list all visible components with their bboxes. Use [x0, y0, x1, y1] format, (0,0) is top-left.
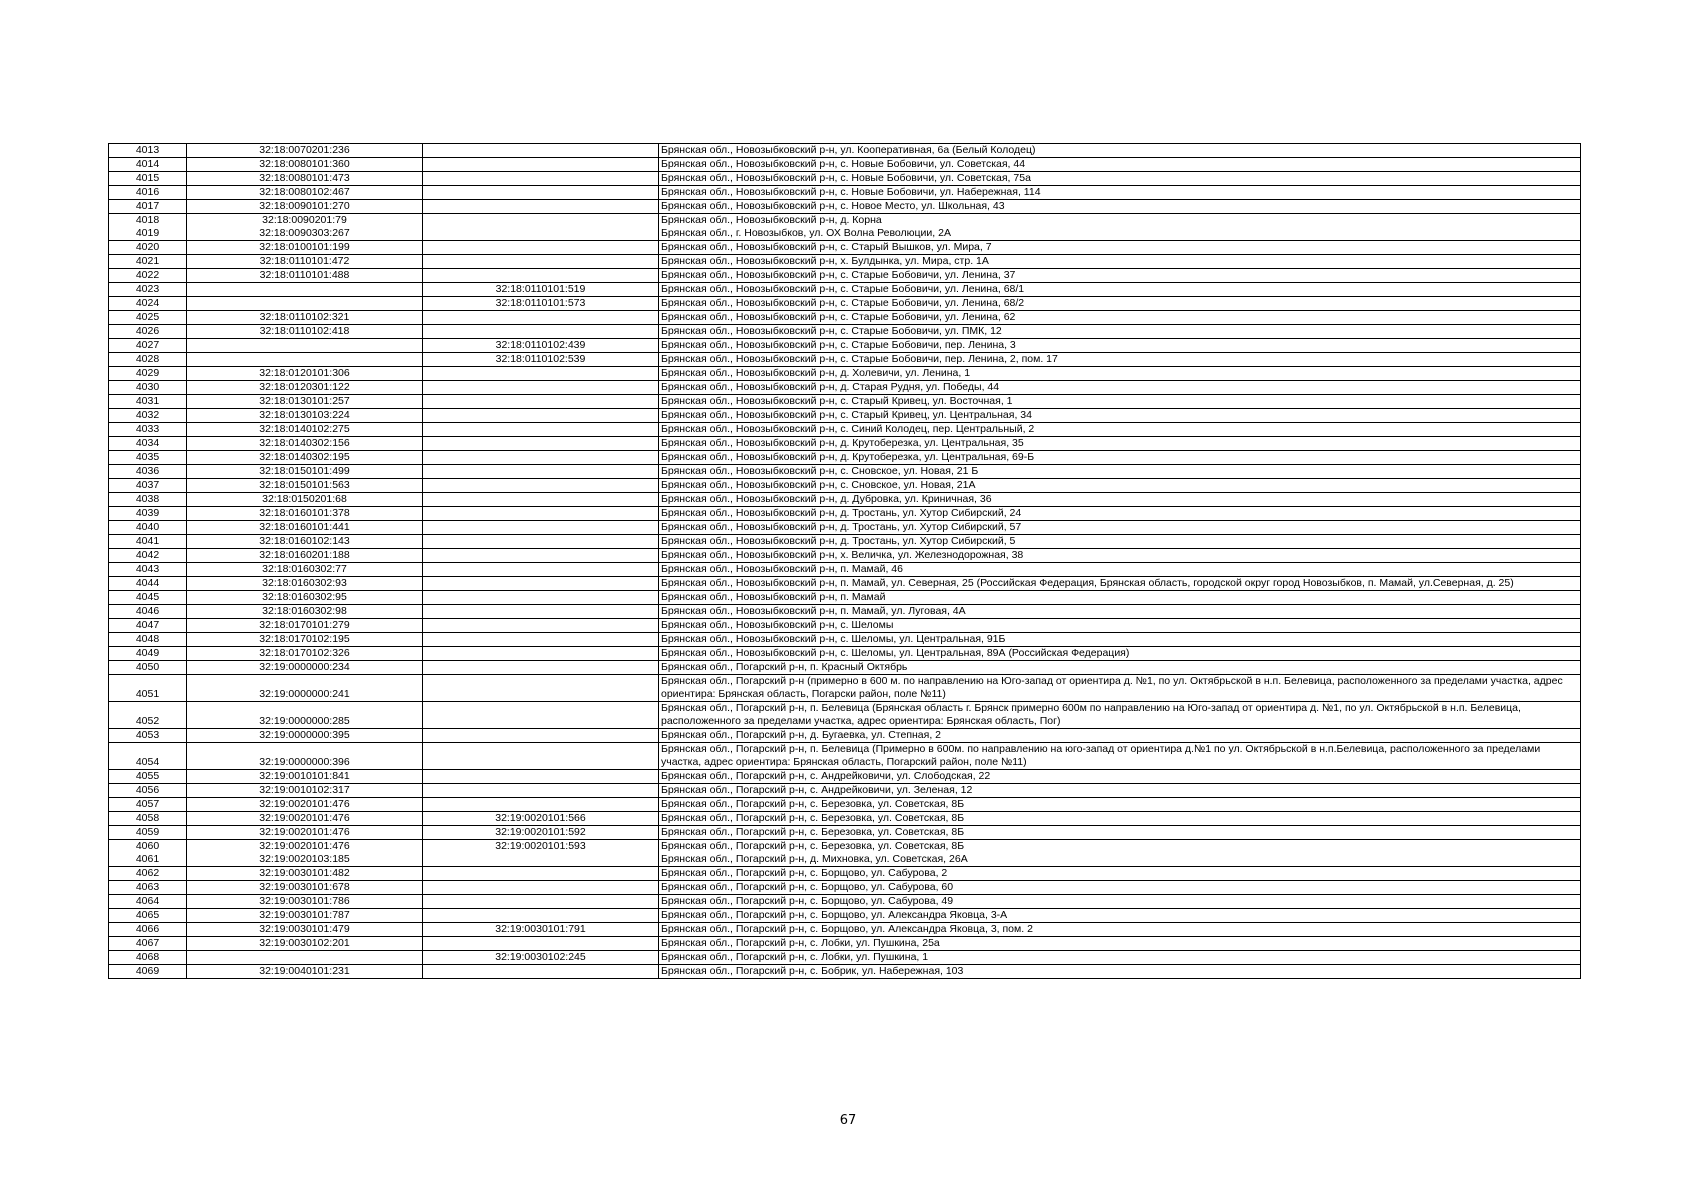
- cadastral-number-cell: 32:19:0030101:786: [187, 895, 423, 909]
- cadastral-number-secondary-cell: [423, 158, 659, 172]
- cadastral-number-secondary-cell: [423, 965, 659, 979]
- row-number-cell: 4014: [109, 158, 187, 172]
- address-cell: Брянская обл., Погарский р-н, с. Бобрик, ул. Набережная, 103: [659, 965, 1581, 979]
- cadastral-number-cell: 32:18:0170102:326: [187, 647, 423, 661]
- address-cell: Брянская обл., Новозыбковский р-н, с. Старые Бобовичи, ул. Ленина, 37: [659, 269, 1581, 283]
- row-number-cell: 4059: [109, 826, 187, 840]
- table-body: [109, 144, 1581, 979]
- cadastral-number-secondary-cell: [423, 227, 659, 241]
- cadastral-number-secondary-cell: [423, 535, 659, 549]
- table-row: [109, 325, 1581, 339]
- cadastral-number-cell: 32:18:0110101:488: [187, 269, 423, 283]
- row-number-cell: 4049: [109, 647, 187, 661]
- row-number-cell: 4020: [109, 241, 187, 255]
- address-cell: Брянская обл., Новозыбковский р-н, с. Шеломы: [659, 619, 1581, 633]
- cadastral-number-secondary-cell: 32:18:0110101:519: [423, 283, 659, 297]
- address-cell: Брянская обл., Новозыбковский р-н, д. Тростань, ул. Хутор Сибирский, 5: [659, 535, 1581, 549]
- row-number-cell: 4035: [109, 451, 187, 465]
- cadastral-number-secondary-cell: [423, 367, 659, 381]
- row-number-cell: 4029: [109, 367, 187, 381]
- cadastral-number-cell: 32:18:0170101:279: [187, 619, 423, 633]
- cadastral-number-secondary-cell: [423, 563, 659, 577]
- address-cell: Брянская обл., Новозыбковский р-н, п. Мамай: [659, 591, 1581, 605]
- cadastral-number-cell: 32:18:0140302:156: [187, 437, 423, 451]
- cadastral-number-cell: 32:18:0110102:321: [187, 311, 423, 325]
- cadastral-number-secondary-cell: [423, 437, 659, 451]
- cadastral-number-cell: 32:19:0030101:479: [187, 923, 423, 937]
- address-cell: Брянская обл., Новозыбковский р-н, с. Старые Бобовичи, пер. Ленина, 2, пом. 17: [659, 353, 1581, 367]
- cadastral-number-cell: 32:19:0000000:396: [187, 743, 423, 770]
- table-row: [109, 633, 1581, 647]
- cadastral-number-secondary-cell: [423, 451, 659, 465]
- row-number-cell: 4017: [109, 200, 187, 214]
- cadastral-number-cell: 32:18:0090201:79: [187, 214, 423, 228]
- cadastral-number-cell: 32:19:0040101:231: [187, 965, 423, 979]
- row-number-cell: 4032: [109, 409, 187, 423]
- table-row: [109, 743, 1581, 770]
- cadastral-number-secondary-cell: [423, 881, 659, 895]
- address-cell: Брянская обл., Новозыбковский р-н, д. Крутоберезка, ул. Центральная, 69-Б: [659, 451, 1581, 465]
- table-row: [109, 493, 1581, 507]
- row-number-cell: 4040: [109, 521, 187, 535]
- cadastral-number-cell: 32:18:0140302:195: [187, 451, 423, 465]
- address-cell: Брянская обл., Новозыбковский р-н, с. Шеломы, ул. Центральная, 89А (Российская Федерация): [659, 647, 1581, 661]
- cadastral-number-cell: [187, 339, 423, 353]
- table-row: [109, 269, 1581, 283]
- cadastral-number-cell: [187, 297, 423, 311]
- cadastral-number-secondary-cell: [423, 605, 659, 619]
- cadastral-number-cell: 32:19:0030101:787: [187, 909, 423, 923]
- row-number-cell: 4053: [109, 729, 187, 743]
- row-number-cell: 4015: [109, 172, 187, 186]
- table-row: [109, 451, 1581, 465]
- table-row: [109, 172, 1581, 186]
- address-cell: Брянская обл., Новозыбковский р-н, с. Сновское, ул. Новая, 21 Б: [659, 465, 1581, 479]
- cadastral-number-cell: 32:18:0130103:224: [187, 409, 423, 423]
- cadastral-number-cell: 32:18:0170102:195: [187, 633, 423, 647]
- address-cell: Брянская обл., Погарский р-н, п. Белевица (Примерно в 600м. по направлению на юго-запад от ориентира д.№1 по ул. Октябрьской в н.п.Белевица, расположенного за пределами участка, адрес ориентира: Брянская область, Погарский район, поле №11): [659, 743, 1581, 770]
- row-number-cell: 4016: [109, 186, 187, 200]
- table-row: [109, 423, 1581, 437]
- address-cell: Брянская обл., Новозыбковский р-н, д. Тростань, ул. Хутор Сибирский, 57: [659, 521, 1581, 535]
- table-row: [109, 937, 1581, 951]
- cadastral-number-cell: [187, 283, 423, 297]
- address-cell: Брянская обл., Новозыбковский р-н, д. Крутоберезка, ул. Центральная, 35: [659, 437, 1581, 451]
- cadastral-number-cell: 32:18:0160302:93: [187, 577, 423, 591]
- cadastral-number-cell: 32:19:0000000:241: [187, 675, 423, 702]
- address-cell: Брянская обл., Погарский р-н, с. Березовка, ул. Советская, 8Б: [659, 826, 1581, 840]
- table-row: [109, 853, 1581, 867]
- row-number-cell: 4046: [109, 605, 187, 619]
- cadastral-number-secondary-cell: [423, 577, 659, 591]
- table-row: [109, 965, 1581, 979]
- address-cell: Брянская обл., Новозыбковский р-н, д. Старая Рудня, ул. Победы, 44: [659, 381, 1581, 395]
- address-cell: Брянская обл., Новозыбковский р-н, с. Новое Место, ул. Школьная, 43: [659, 200, 1581, 214]
- cadastral-number-secondary-cell: [423, 241, 659, 255]
- address-cell: Брянская обл., Погарский р-н, с. Лобки, ул. Пушкина, 25а: [659, 937, 1581, 951]
- cadastral-number-cell: 32:18:0090101:270: [187, 200, 423, 214]
- address-cell: Брянская обл., Погарский р-н, с. Борщово, ул. Сабурова, 2: [659, 867, 1581, 881]
- address-cell: Брянская обл., г. Новозыбков, ул. ОХ Волна Революции, 2А: [659, 227, 1581, 241]
- cadastral-number-secondary-cell: [423, 172, 659, 186]
- table-row: [109, 798, 1581, 812]
- table-row: [109, 409, 1581, 423]
- row-number-cell: 4019: [109, 227, 187, 241]
- cadastral-number-cell: 32:19:0020101:476: [187, 840, 423, 854]
- address-cell: Брянская обл., Погарский р-н, с. Борщово, ул. Сабурова, 60: [659, 881, 1581, 895]
- cadastral-number-secondary-cell: 32:19:0020101:592: [423, 826, 659, 840]
- cadastral-number-cell: 32:19:0030102:201: [187, 937, 423, 951]
- table-row: [109, 605, 1581, 619]
- address-cell: Брянская обл., Новозыбковский р-н, д. Холевичи, ул. Ленина, 1: [659, 367, 1581, 381]
- table-row: [109, 909, 1581, 923]
- row-number-cell: 4054: [109, 743, 187, 770]
- cadastral-number-secondary-cell: [423, 853, 659, 867]
- table-row: [109, 563, 1581, 577]
- row-number-cell: 4064: [109, 895, 187, 909]
- table-row: [109, 770, 1581, 784]
- cadastral-number-secondary-cell: 32:18:0110101:573: [423, 297, 659, 311]
- row-number-cell: 4055: [109, 770, 187, 784]
- row-number-cell: 4018: [109, 214, 187, 228]
- address-cell: Брянская обл., Новозыбковский р-н, д. Тростань, ул. Хутор Сибирский, 24: [659, 507, 1581, 521]
- table-row: [109, 227, 1581, 241]
- cadastral-number-secondary-cell: [423, 729, 659, 743]
- address-cell: Брянская обл., Новозыбковский р-н, х. Булдынка, ул. Мира, стр. 1А: [659, 255, 1581, 269]
- table-row: [109, 826, 1581, 840]
- table-row: [109, 840, 1581, 854]
- cadastral-number-cell: 32:18:0080101:473: [187, 172, 423, 186]
- row-number-cell: 4041: [109, 535, 187, 549]
- cadastral-number-secondary-cell: [423, 325, 659, 339]
- table-row: [109, 395, 1581, 409]
- cadastral-number-cell: 32:19:0020101:476: [187, 798, 423, 812]
- cadastral-number-secondary-cell: [423, 784, 659, 798]
- cadastral-number-cell: 32:18:0160101:378: [187, 507, 423, 521]
- table-row: [109, 381, 1581, 395]
- table-row: [109, 702, 1581, 729]
- row-number-cell: 4038: [109, 493, 187, 507]
- row-number-cell: 4039: [109, 507, 187, 521]
- row-number-cell: 4067: [109, 937, 187, 951]
- row-number-cell: 4022: [109, 269, 187, 283]
- table-row: [109, 881, 1581, 895]
- address-cell: Брянская обл., Погарский р-н, с. Лобки, ул. Пушкина, 1: [659, 951, 1581, 965]
- cadastral-number-secondary-cell: [423, 311, 659, 325]
- page-number: 67: [839, 1113, 857, 1128]
- cadastral-number-secondary-cell: [423, 381, 659, 395]
- row-number-cell: 4013: [109, 144, 187, 158]
- table-row: [109, 283, 1581, 297]
- cadastral-number-cell: 32:19:0030101:482: [187, 867, 423, 881]
- table-row: [109, 186, 1581, 200]
- cadastral-number-secondary-cell: [423, 200, 659, 214]
- address-cell: Брянская обл., Новозыбковский р-н, д. Корна: [659, 214, 1581, 228]
- row-number-cell: 4045: [109, 591, 187, 605]
- row-number-cell: 4048: [109, 633, 187, 647]
- cadastral-number-cell: 32:18:0150101:499: [187, 465, 423, 479]
- row-number-cell: 4069: [109, 965, 187, 979]
- row-number-cell: 4057: [109, 798, 187, 812]
- cadastral-number-cell: 32:18:0150201:68: [187, 493, 423, 507]
- address-cell: Брянская обл., Новозыбковский р-н, с. Старый Кривец, ул. Центральная, 34: [659, 409, 1581, 423]
- address-cell: Брянская обл., Новозыбковский р-н, с. Старые Бобовичи, ул. ПМК, 12: [659, 325, 1581, 339]
- table-row: [109, 297, 1581, 311]
- table-row: [109, 367, 1581, 381]
- table-row: [109, 465, 1581, 479]
- row-number-cell: 4037: [109, 479, 187, 493]
- address-cell: Брянская обл., Погарский р-н, д. Бугаевка, ул. Степная, 2: [659, 729, 1581, 743]
- cadastral-number-secondary-cell: [423, 214, 659, 228]
- registry-table: [108, 143, 1581, 979]
- cadastral-number-secondary-cell: [423, 549, 659, 563]
- cadastral-number-cell: 32:18:0130101:257: [187, 395, 423, 409]
- address-cell: Брянская обл., Новозыбковский р-н, с. Старые Бобовичи, ул. Ленина, 68/2: [659, 297, 1581, 311]
- row-number-cell: 4063: [109, 881, 187, 895]
- cadastral-number-secondary-cell: 32:18:0110102:539: [423, 353, 659, 367]
- cadastral-number-cell: 32:18:0080101:360: [187, 158, 423, 172]
- row-number-cell: 4042: [109, 549, 187, 563]
- cadastral-number-cell: 32:18:0120301:122: [187, 381, 423, 395]
- address-cell: Брянская обл., Погарский р-н, с. Березовка, ул. Советская, 8Б: [659, 798, 1581, 812]
- table-row: [109, 895, 1581, 909]
- address-cell: Брянская обл., Погарский р-н, д. Михновка, ул. Советская, 26А: [659, 853, 1581, 867]
- cadastral-number-cell: [187, 951, 423, 965]
- cadastral-number-secondary-cell: [423, 255, 659, 269]
- cadastral-number-secondary-cell: [423, 269, 659, 283]
- cadastral-number-secondary-cell: [423, 675, 659, 702]
- cadastral-number-secondary-cell: [423, 895, 659, 909]
- address-cell: Брянская обл., Погарский р-н (примерно в 600 м. по направлению на Юго-запад от ориентира д. №1, по ул. Октябрьской в н.п. Белевица, расположенного за пределами участка, адрес ориентира: Брянская область, Погарски район, поле №11): [659, 675, 1581, 702]
- table-row: [109, 311, 1581, 325]
- table-row: [109, 479, 1581, 493]
- address-cell: Брянская обл., Погарский р-н, с. Березовка, ул. Советская, 8Б: [659, 840, 1581, 854]
- address-cell: Брянская обл., Новозыбковский р-н, с. Старые Бобовичи, ул. Ленина, 62: [659, 311, 1581, 325]
- row-number-cell: 4044: [109, 577, 187, 591]
- row-number-cell: 4058: [109, 812, 187, 826]
- address-cell: Брянская обл., Новозыбковский р-н, ул. Кооперативная, 6а (Белый Колодец): [659, 144, 1581, 158]
- table-row: [109, 214, 1581, 228]
- address-cell: Брянская обл., Погарский р-н, с. Андрейковичи, ул. Слободская, 22: [659, 770, 1581, 784]
- table-row: [109, 675, 1581, 702]
- row-number-cell: 4027: [109, 339, 187, 353]
- cadastral-number-secondary-cell: [423, 798, 659, 812]
- address-cell: Брянская обл., Новозыбковский р-н, с. Старые Бобовичи, пер. Ленина, 3: [659, 339, 1581, 353]
- row-number-cell: 4060: [109, 840, 187, 854]
- cadastral-number-cell: 32:18:0160302:95: [187, 591, 423, 605]
- cadastral-number-secondary-cell: [423, 937, 659, 951]
- row-number-cell: 4036: [109, 465, 187, 479]
- cadastral-number-cell: 32:18:0080102:467: [187, 186, 423, 200]
- row-number-cell: 4021: [109, 255, 187, 269]
- address-cell: Брянская обл., Новозыбковский р-н, с. Новые Бобовичи, ул. Советская, 75а: [659, 172, 1581, 186]
- row-number-cell: 4056: [109, 784, 187, 798]
- cadastral-number-cell: 32:18:0110102:418: [187, 325, 423, 339]
- cadastral-number-cell: 32:18:0140102:275: [187, 423, 423, 437]
- cadastral-number-secondary-cell: [423, 144, 659, 158]
- cadastral-number-cell: 32:18:0160302:77: [187, 563, 423, 577]
- row-number-cell: 4024: [109, 297, 187, 311]
- address-cell: Брянская обл., Новозыбковский р-н, х. Величка, ул. Железнодорожная, 38: [659, 549, 1581, 563]
- table-row: [109, 591, 1581, 605]
- row-number-cell: 4028: [109, 353, 187, 367]
- cadastral-number-secondary-cell: [423, 647, 659, 661]
- address-cell: Брянская обл., Новозыбковский р-н, п. Мамай, 46: [659, 563, 1581, 577]
- address-cell: Брянская обл., Погарский р-н, п. Белевица (Брянская область г. Брянск примерно 600м по направлению на Юго-запад от ориентира д. №1, по ул. Октябрьской в н.п. Белевица, расположенного за пределами участка, адрес ориентира: Брянская область, Пог): [659, 702, 1581, 729]
- table-row: [109, 200, 1581, 214]
- row-number-cell: 4030: [109, 381, 187, 395]
- cadastral-number-secondary-cell: [423, 619, 659, 633]
- table-row: [109, 951, 1581, 965]
- cadastral-number-secondary-cell: [423, 743, 659, 770]
- address-cell: Брянская обл., Новозыбковский р-н, п. Мамай, ул. Луговая, 4А: [659, 605, 1581, 619]
- cadastral-number-cell: 32:19:0000000:285: [187, 702, 423, 729]
- table-row: [109, 923, 1581, 937]
- row-number-cell: 4043: [109, 563, 187, 577]
- address-cell: Брянская обл., Погарский р-н, с. Андрейковичи, ул. Зеленая, 12: [659, 784, 1581, 798]
- cadastral-number-cell: 32:19:0020103:185: [187, 853, 423, 867]
- row-number-cell: 4066: [109, 923, 187, 937]
- table-row: [109, 437, 1581, 451]
- cadastral-number-secondary-cell: [423, 507, 659, 521]
- cadastral-number-secondary-cell: [423, 409, 659, 423]
- row-number-cell: 4033: [109, 423, 187, 437]
- address-cell: Брянская обл., Погарский р-н, с. Борщово, ул. Александра Яковца, 3-А: [659, 909, 1581, 923]
- cadastral-number-secondary-cell: [423, 465, 659, 479]
- row-number-cell: 4031: [109, 395, 187, 409]
- cadastral-number-secondary-cell: 32:19:0020101:566: [423, 812, 659, 826]
- cadastral-number-cell: 32:19:0000000:395: [187, 729, 423, 743]
- table-row: [109, 661, 1581, 675]
- table-row: [109, 535, 1581, 549]
- address-cell: Брянская обл., Новозыбковский р-н, с. Новые Бобовичи, ул. Набережная, 114: [659, 186, 1581, 200]
- table-row: [109, 521, 1581, 535]
- row-number-cell: 4047: [109, 619, 187, 633]
- cadastral-number-secondary-cell: 32:19:0030102:245: [423, 951, 659, 965]
- cadastral-number-cell: 32:18:0090303:267: [187, 227, 423, 241]
- table-row: [109, 353, 1581, 367]
- table-row: [109, 812, 1581, 826]
- cadastral-number-secondary-cell: [423, 591, 659, 605]
- table-row: [109, 729, 1581, 743]
- cadastral-number-secondary-cell: [423, 702, 659, 729]
- cadastral-number-secondary-cell: [423, 521, 659, 535]
- cadastral-number-secondary-cell: [423, 479, 659, 493]
- address-cell: Брянская обл., Новозыбковский р-н, с. Старые Бобовичи, ул. Ленина, 68/1: [659, 283, 1581, 297]
- cadastral-number-cell: 32:19:0020101:476: [187, 812, 423, 826]
- address-cell: Брянская обл., Новозыбковский р-н, с. Старый Кривец, ул. Восточная, 1: [659, 395, 1581, 409]
- cadastral-number-secondary-cell: [423, 867, 659, 881]
- cadastral-number-secondary-cell: 32:19:0030101:791: [423, 923, 659, 937]
- cadastral-number-secondary-cell: [423, 186, 659, 200]
- row-number-cell: 4023: [109, 283, 187, 297]
- table-row: [109, 255, 1581, 269]
- cadastral-number-cell: 32:18:0100101:199: [187, 241, 423, 255]
- address-cell: Брянская обл., Новозыбковский р-н, д. Дубровка, ул. Криничная, 36: [659, 493, 1581, 507]
- cadastral-number-cell: 32:19:0030101:678: [187, 881, 423, 895]
- cadastral-number-cell: 32:18:0160102:143: [187, 535, 423, 549]
- table-row: [109, 241, 1581, 255]
- cadastral-number-secondary-cell: [423, 770, 659, 784]
- cadastral-number-cell: 32:19:0020101:476: [187, 826, 423, 840]
- address-cell: Брянская обл., Новозыбковский р-н, с. Шеломы, ул. Центральная, 91Б: [659, 633, 1581, 647]
- cadastral-number-secondary-cell: 32:18:0110102:439: [423, 339, 659, 353]
- row-number-cell: 4065: [109, 909, 187, 923]
- address-cell: Брянская обл., Новозыбковский р-н, с. Новые Бобовичи, ул. Советская, 44: [659, 158, 1581, 172]
- table-row: [109, 619, 1581, 633]
- table-row: [109, 577, 1581, 591]
- cadastral-number-secondary-cell: [423, 395, 659, 409]
- address-cell: Брянская обл., Новозыбковский р-н, с. Сновское, ул. Новая, 21А: [659, 479, 1581, 493]
- cadastral-number-cell: [187, 353, 423, 367]
- cadastral-number-cell: 32:19:0010101:841: [187, 770, 423, 784]
- address-cell: Брянская обл., Погарский р-н, п. Красный Октябрь: [659, 661, 1581, 675]
- cadastral-number-cell: 32:18:0160302:98: [187, 605, 423, 619]
- cadastral-number-cell: 32:18:0110101:472: [187, 255, 423, 269]
- cadastral-number-secondary-cell: 32:19:0020101:593: [423, 840, 659, 854]
- cadastral-number-secondary-cell: [423, 493, 659, 507]
- table-row: [109, 158, 1581, 172]
- address-cell: Брянская обл., Новозыбковский р-н, с. Старый Вышков, ул. Мира, 7: [659, 241, 1581, 255]
- address-cell: Брянская обл., Новозыбковский р-н, п. Мамай, ул. Северная, 25 (Российская Федерация, Брянская область, городской округ город Новозыбков, п. Мамай, ул.Северная, д. 25): [659, 577, 1581, 591]
- row-number-cell: 4026: [109, 325, 187, 339]
- address-cell: Брянская обл., Погарский р-н, с. Борщово, ул. Александра Яковца, 3, пом. 2: [659, 923, 1581, 937]
- cadastral-number-cell: 32:18:0160201:188: [187, 549, 423, 563]
- address-cell: Брянская обл., Погарский р-н, с. Борщово, ул. Сабурова, 49: [659, 895, 1581, 909]
- row-number-cell: 4050: [109, 661, 187, 675]
- cadastral-number-secondary-cell: [423, 633, 659, 647]
- row-number-cell: 4051: [109, 675, 187, 702]
- cadastral-number-secondary-cell: [423, 909, 659, 923]
- row-number-cell: 4061: [109, 853, 187, 867]
- table-row: [109, 784, 1581, 798]
- cadastral-number-cell: 32:18:0120101:306: [187, 367, 423, 381]
- cadastral-number-secondary-cell: [423, 661, 659, 675]
- row-number-cell: 4034: [109, 437, 187, 451]
- cadastral-number-cell: 32:18:0070201:236: [187, 144, 423, 158]
- row-number-cell: 4068: [109, 951, 187, 965]
- row-number-cell: 4052: [109, 702, 187, 729]
- table-row: [109, 144, 1581, 158]
- table-row: [109, 507, 1581, 521]
- row-number-cell: 4025: [109, 311, 187, 325]
- address-cell: Брянская обл., Новозыбковский р-н, с. Синий Колодец, пер. Центральный, 2: [659, 423, 1581, 437]
- row-number-cell: 4062: [109, 867, 187, 881]
- cadastral-number-cell: 32:19:0010102:317: [187, 784, 423, 798]
- address-cell: Брянская обл., Погарский р-н, с. Березовка, ул. Советская, 8Б: [659, 812, 1581, 826]
- cadastral-number-secondary-cell: [423, 423, 659, 437]
- table-row: [109, 549, 1581, 563]
- cadastral-number-cell: 32:18:0160101:441: [187, 521, 423, 535]
- table-row: [109, 867, 1581, 881]
- cadastral-number-cell: 32:18:0150101:563: [187, 479, 423, 493]
- cadastral-number-cell: 32:19:0000000:234: [187, 661, 423, 675]
- table-row: [109, 339, 1581, 353]
- table-row: [109, 647, 1581, 661]
